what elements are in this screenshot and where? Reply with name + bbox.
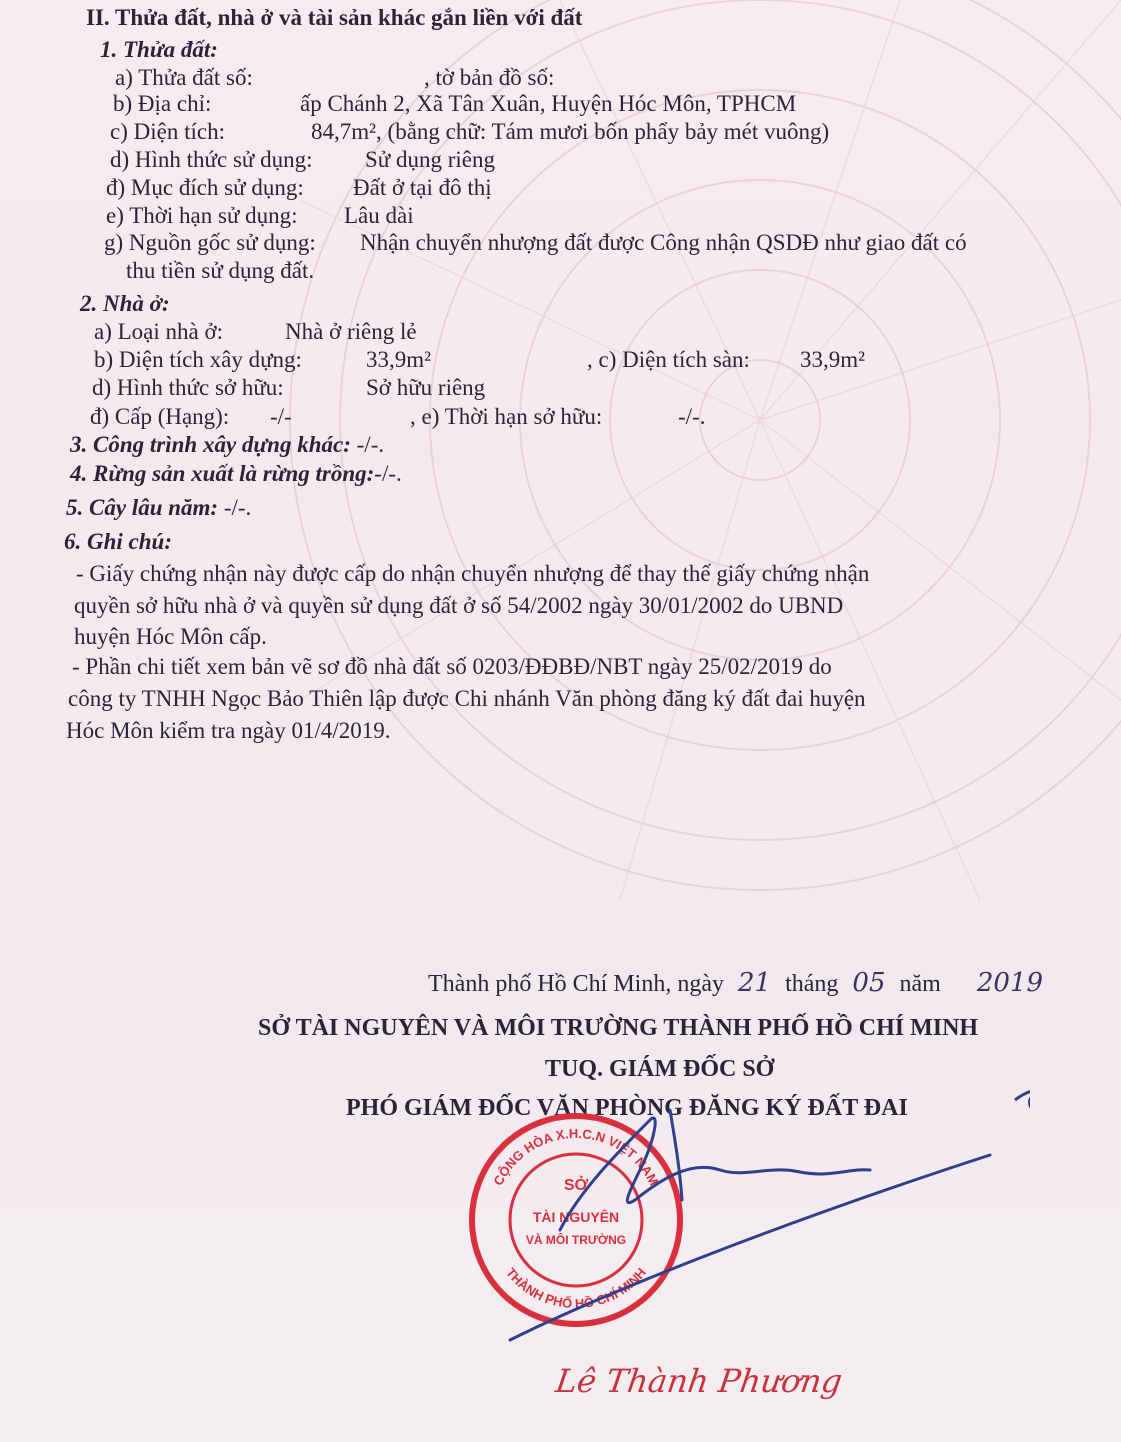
section5-line	[66, 496, 251, 519]
date-day: 21	[737, 968, 772, 998]
authority-delegation: TUQ. GIÁM ĐỐC SỞ	[545, 1056, 775, 1082]
origin-label: g) Nguồn gốc sử dụng:	[104, 230, 316, 255]
address-label: b) Địa chỉ:	[113, 91, 212, 116]
seal-ring-top: CỘNG HÒA X.H.C.N VIỆT NAM	[490, 1125, 662, 1188]
ownership-form-value: Sở hữu riêng	[366, 375, 486, 400]
seal-center-1: SỞ	[563, 1177, 589, 1194]
origin-value-cont: thu tiền sử dụng đất.	[126, 258, 315, 283]
built-area-label: b) Diện tích xây dựng:	[94, 347, 302, 372]
note-line: huyện Hóc Môn cấp.	[74, 624, 267, 649]
handwritten-signature	[470, 1060, 1030, 1380]
usage-term-label: e) Thời hạn sử dụng:	[106, 203, 298, 228]
ownership-term-value: -/-.	[678, 404, 706, 429]
usage-purpose-value: Đất ở tại đô thị	[353, 175, 492, 200]
usage-form-value: Sử dụng riêng	[365, 147, 496, 172]
section-heading: II. Thửa đất, nhà ở và tài sản khác gắn liền với đất	[86, 5, 583, 30]
authority-name: SỞ TÀI NGUYÊN VÀ MÔI TRƯỜNG THÀNH PHỐ HỒ CHÍ MINH	[258, 1015, 979, 1041]
dateline-month-label: tháng	[785, 971, 839, 997]
date-year: 2019	[976, 968, 1043, 998]
signer-title: PHÓ GIÁM ĐỐC VĂN PHÒNG ĐĂNG KÝ ĐẤT ĐAI	[346, 1095, 908, 1121]
origin-value: Nhận chuyển nhượng đất được Công nhận QSDĐ như giao đất có	[360, 230, 967, 255]
seal-center-3: VÀ MÔI TRƯỜNG	[525, 1233, 627, 1247]
note-line: - Phần chi tiết xem bản vẽ sơ đồ nhà đất số 0203/ĐĐBĐ/NBT ngày 25/02/2019 do	[72, 654, 832, 679]
section3-title: 3. Công trình xây dựng khác:	[70, 432, 351, 457]
area-label: c) Diện tích:	[110, 119, 225, 144]
section5-value: -/-.	[223, 495, 252, 520]
note-line: - Giấy chứng nhận này được cấp do nhận chuyển nhượng để thay thế giấy chứng nhận	[76, 561, 870, 586]
area-value: 84,7m², (bằng chữ: Tám mươi bốn phẩy bảy mét vuông)	[311, 119, 830, 144]
section1-title: 1. Thửa đất:	[100, 37, 218, 62]
date-month: 05	[852, 968, 886, 998]
grade-value: -/-	[270, 404, 292, 429]
usage-term-value: Lâu dài	[344, 203, 414, 228]
ownership-term-label: , e) Thời hạn sở hữu:	[410, 404, 603, 429]
floor-area-value: 33,9m²	[800, 347, 866, 372]
dateline-place: Thành phố Hồ Chí Minh, ngày	[428, 971, 724, 997]
parcel-number-label: a) Thửa đất số:	[115, 65, 253, 90]
signer-name: Lê Thành Phương	[553, 1362, 845, 1400]
section6-title: 6. Ghi chú:	[64, 529, 172, 554]
floor-area-label: , c) Diện tích sàn:	[587, 347, 750, 372]
note-line: Hóc Môn kiểm tra ngày 01/4/2019.	[66, 718, 391, 743]
section4-title: 4. Rừng sản xuất là rừng trồng:	[70, 461, 375, 486]
address-value: ấp Chánh 2, Xã Tân Xuân, Huyện Hóc Môn, TPHCM	[300, 91, 797, 116]
usage-purpose-label: đ) Mục đích sử dụng:	[106, 175, 304, 200]
note-line: quyền sở hữu nhà ở và quyền sử dụng đất ở số 54/2002 ngày 30/01/2002 do UBND	[74, 593, 844, 618]
dateline-year-label: năm	[899, 971, 941, 997]
dateline	[428, 970, 1043, 996]
house-type-value: Nhà ở riêng lẻ	[285, 319, 417, 344]
built-area-value: 33,9m²	[366, 347, 432, 372]
grade-label: đ) Cấp (Hạng):	[90, 404, 230, 429]
note-line: công ty TNHH Ngọc Bảo Thiên lập được Chi nhánh Văn phòng đăng ký đất đai huyện	[68, 686, 866, 711]
section4-line	[70, 462, 402, 485]
map-sheet-label: , tờ bản đồ số:	[424, 65, 555, 90]
house-type-label: a) Loại nhà ở:	[94, 319, 224, 344]
ownership-form-label: d) Hình thức sở hữu:	[92, 375, 284, 400]
seal-ring-bottom: THÀNH PHỐ HỒ CHÍ MINH	[503, 1265, 649, 1312]
section5-title: 5. Cây lâu năm:	[66, 495, 219, 520]
section2-title: 2. Nhà ở:	[80, 291, 170, 316]
section3-value: -/-.	[356, 432, 385, 457]
usage-form-label: d) Hình thức sử dụng:	[110, 147, 313, 172]
seal-center-2: TÀI NGUYÊN	[532, 1209, 620, 1225]
section3-line	[70, 433, 384, 456]
section4-value: -/-.	[374, 461, 402, 486]
